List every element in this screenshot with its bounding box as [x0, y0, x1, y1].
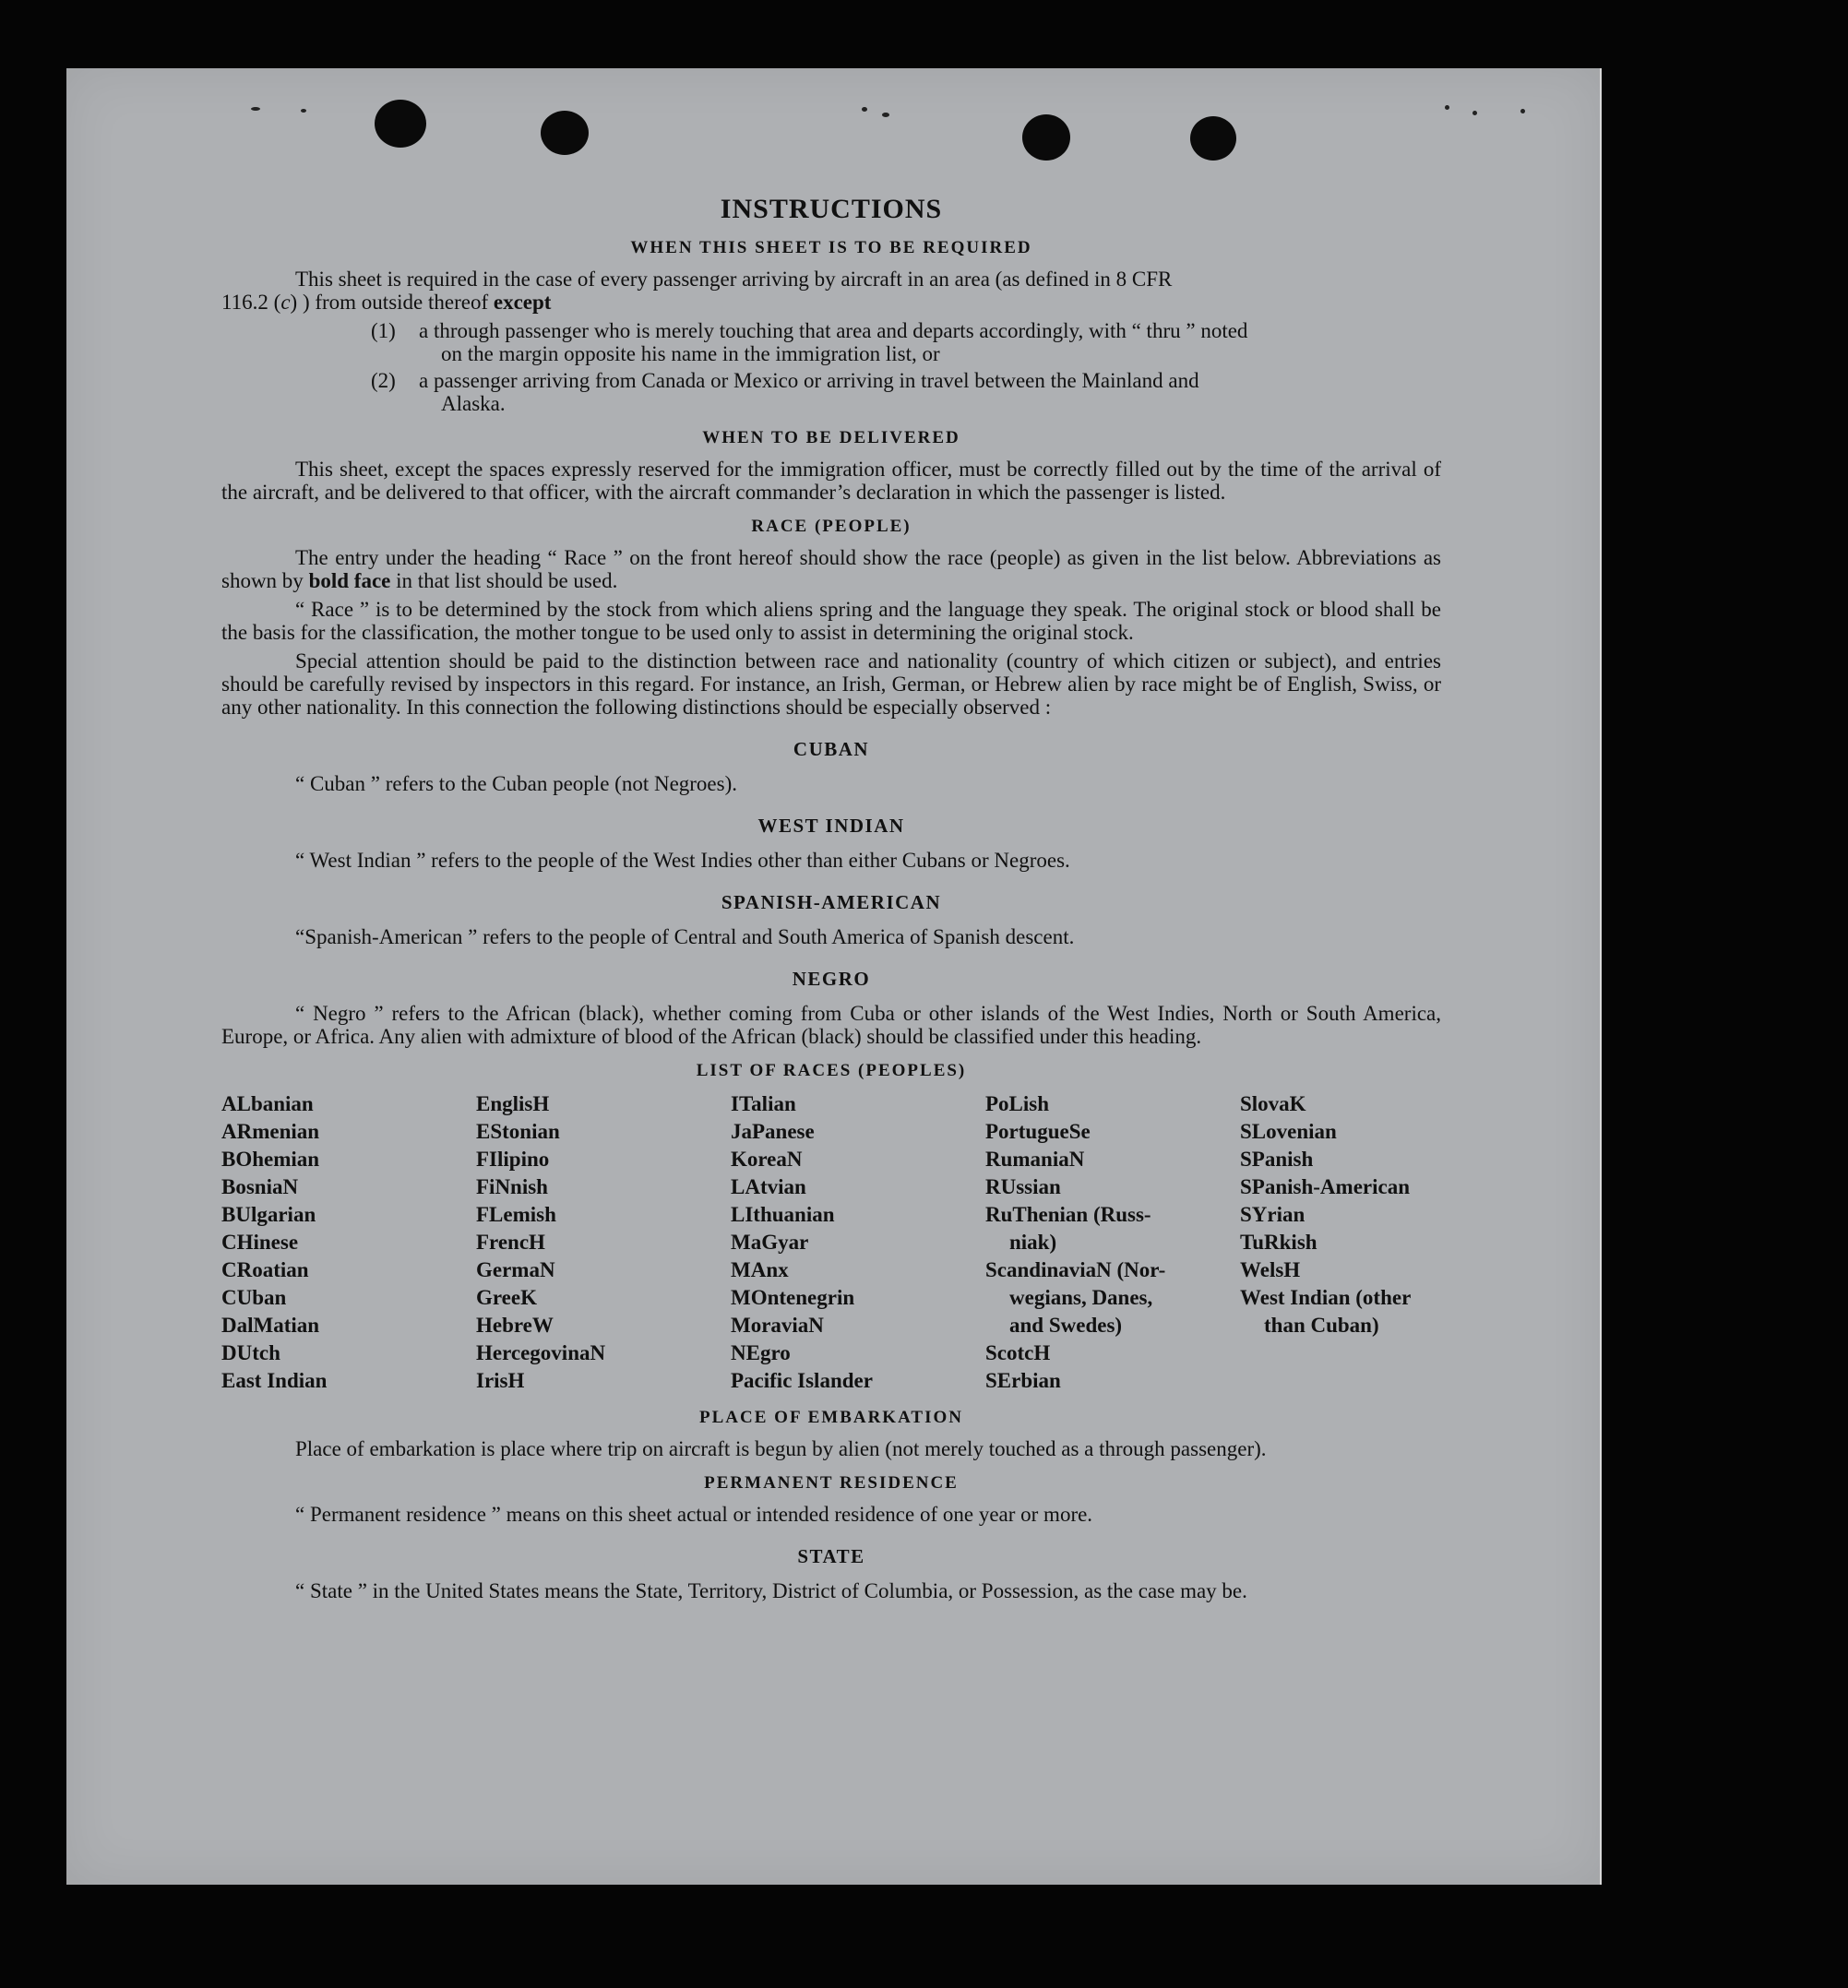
- speck: [1445, 105, 1449, 110]
- punch-hole: [541, 111, 589, 155]
- race-item: ScandinaviaN (Nor-: [985, 1258, 1166, 1281]
- exception-clause-1: (1) a through passenger who is merely touching that area and departs accordingly, with “ thru ” noted on the margin opposite his name in the immigration list, or: [371, 319, 1248, 365]
- section-heading-spanish-american: SPANISH-AMERICAN: [721, 891, 942, 913]
- race-item: RumaniaN: [985, 1148, 1085, 1171]
- spanish-american-text: “Spanish-American ” refers to the people of Central and South America of Spanish descent.: [295, 925, 1075, 948]
- race-item: TuRkish: [1240, 1231, 1317, 1254]
- race-item: FiNnish: [476, 1175, 548, 1198]
- race-item: DUtch: [221, 1341, 280, 1364]
- residence-text: “ Permanent residence ” means on this sheet actual or intended residence of one year or more.: [295, 1503, 1093, 1526]
- race-item: NEgro: [731, 1341, 791, 1364]
- speck: [862, 107, 867, 112]
- delivered-text: This sheet, except the spaces expressly reserved for the immigration officer, must be correctly filled out by the time of the arrival of the aircraft, and be delivered to that officer, with the aircraft commander’s declaration in which the passenger is listed.: [221, 458, 1441, 504]
- negro-text: “ Negro ” refers to the African (black), whether coming from Cuba or other islands of the West Indies, North or South America, Europe, or Africa. Any alien with admixture of blood of the African (black) should be classified under this heading.: [221, 1002, 1441, 1048]
- race-item: BosniaN: [221, 1175, 299, 1198]
- punch-hole: [375, 100, 426, 148]
- speck: [882, 113, 889, 117]
- race-item: MaGyar: [731, 1231, 809, 1254]
- race-item: LAtvian: [731, 1175, 806, 1198]
- race-item: MOntenegrin: [731, 1286, 855, 1309]
- page-edge: [1600, 68, 1602, 1885]
- section-heading-embarkation: PLACE OF EMBARKATION: [699, 1408, 963, 1427]
- west-indian-text: “ West Indian ” refers to the people of the West Indies other than either Cubans or Negroes.: [295, 849, 1070, 872]
- race-item: MoraviaN: [731, 1314, 824, 1337]
- race-column-5: [1240, 1090, 1461, 1395]
- required-intro-line2: 116.2 (c) ) from outside thereof except: [221, 291, 552, 314]
- race-item: DalMatian: [221, 1314, 320, 1337]
- race-item: ScotcH: [985, 1341, 1051, 1364]
- race-item: RUssian: [985, 1175, 1061, 1198]
- document-title: INSTRUCTIONS: [720, 194, 943, 224]
- race-item-continued: and Swedes): [1009, 1314, 1123, 1337]
- section-heading-negro: NEGRO: [792, 968, 871, 990]
- race-item: JaPanese: [731, 1120, 815, 1143]
- section-heading-required: WHEN THIS SHEET IS TO BE REQUIRED: [630, 238, 1032, 257]
- race-item: IrisH: [476, 1369, 525, 1392]
- race-item: EStonian: [476, 1120, 560, 1143]
- race-item: GermaN: [476, 1258, 555, 1281]
- race-paragraph-3: Special attention should be paid to the distinction between race and nationality (country of which citizen or subject), and entries should be carefully revised by inspectors in this regard. For instance, an Irish, German, or Hebrew alien by race might be of English, Swiss, or any other nationality. In this connection the following distinctions should be especially observed :: [221, 649, 1441, 719]
- race-item: EnglisH: [476, 1092, 550, 1115]
- race-item: ALbanian: [221, 1092, 314, 1115]
- race-paragraph-2: “ Race ” is to be determined by the stock from which aliens spring and the language they speak. The original stock or blood shall be the basis for the classification, the mother tongue to be used only to assist in determining the original stock.: [221, 598, 1441, 644]
- speck: [301, 109, 306, 113]
- race-item: HercegovinaN: [476, 1341, 606, 1364]
- race-column-1: [221, 1090, 476, 1395]
- punch-hole: [1022, 114, 1070, 161]
- race-item: FLemish: [476, 1203, 556, 1226]
- race-column-4: [985, 1090, 1240, 1395]
- cuban-text: “ Cuban ” refers to the Cuban people (not Negroes).: [295, 772, 738, 795]
- punch-hole: [1190, 116, 1236, 161]
- race-item: East Indian: [221, 1369, 328, 1392]
- race-item: GreeK: [476, 1286, 537, 1309]
- race-item: FrencH: [476, 1231, 545, 1254]
- race-item: CHinese: [221, 1231, 299, 1254]
- section-heading-delivered: WHEN TO BE DELIVERED: [702, 428, 960, 447]
- race-item: FIlipino: [476, 1148, 550, 1171]
- section-heading-residence: PERMANENT RESIDENCE: [704, 1473, 959, 1493]
- race-item: ITalian: [731, 1092, 796, 1115]
- race-item: ARmenian: [221, 1120, 320, 1143]
- race-item: RuThenian (Russ-: [985, 1203, 1151, 1226]
- race-item: KoreaN: [731, 1148, 803, 1171]
- race-item: LIthuanian: [731, 1203, 835, 1226]
- embarkation-text: Place of embarkation is place where trip on aircraft is begun by alien (not merely touched as a through passenger).: [295, 1437, 1267, 1460]
- section-heading-list-of-races: LIST OF RACES (PEOPLES): [696, 1061, 967, 1080]
- race-item: SYrian: [1240, 1203, 1306, 1226]
- race-item: WelsH: [1240, 1258, 1301, 1281]
- race-item: SPanish: [1240, 1148, 1314, 1171]
- race-item: SErbian: [985, 1369, 1061, 1392]
- race-paragraph-1: The entry under the heading “ Race ” on the front hereof should show the race (people) as given in the list below. Abbreviations as shown by bold face in that list should be used.: [221, 546, 1441, 592]
- race-item: West Indian (other: [1240, 1286, 1412, 1309]
- race-item: Pacific Islander: [731, 1369, 873, 1392]
- race-item: SPanish-American: [1240, 1175, 1410, 1198]
- exception-clause-2: (2) a passenger arriving from Canada or Mexico or arriving in travel between the Mainland and Alaska.: [371, 369, 1199, 415]
- race-column-3: [731, 1090, 985, 1395]
- race-item: HebreW: [476, 1314, 554, 1337]
- race-item: SLovenian: [1240, 1120, 1337, 1143]
- required-intro: This sheet is required in the case of every passenger arriving by aircraft in an area (as defined in 8 CFR: [295, 268, 1173, 291]
- race-item: PortugueSe: [985, 1120, 1091, 1143]
- state-text: “ State ” in the United States means the State, Territory, District of Columbia, or Possession, as the case may be.: [295, 1579, 1247, 1602]
- race-item-continued: than Cuban): [1264, 1314, 1379, 1337]
- speck: [251, 107, 260, 111]
- race-item-continued: niak): [1009, 1231, 1057, 1254]
- race-list: [221, 1090, 1441, 1395]
- race-item-continued: wegians, Danes,: [1009, 1286, 1153, 1309]
- document-content: [221, 194, 1441, 1608]
- race-item: BUlgarian: [221, 1203, 316, 1226]
- speck: [1520, 109, 1525, 113]
- race-item: PoLish: [985, 1092, 1050, 1115]
- section-heading-west-indian: WEST INDIAN: [757, 815, 905, 837]
- race-item: SlovaK: [1240, 1092, 1306, 1115]
- race-column-2: [476, 1090, 731, 1395]
- section-heading-state: STATE: [797, 1545, 865, 1567]
- section-heading-race: RACE (PEOPLE): [751, 517, 912, 536]
- race-item: BOhemian: [221, 1148, 320, 1171]
- race-item: MAnx: [731, 1258, 789, 1281]
- section-heading-cuban: CUBAN: [793, 738, 870, 760]
- speck: [1472, 111, 1477, 115]
- race-item: CRoatian: [221, 1258, 309, 1281]
- race-item: CUban: [221, 1286, 287, 1309]
